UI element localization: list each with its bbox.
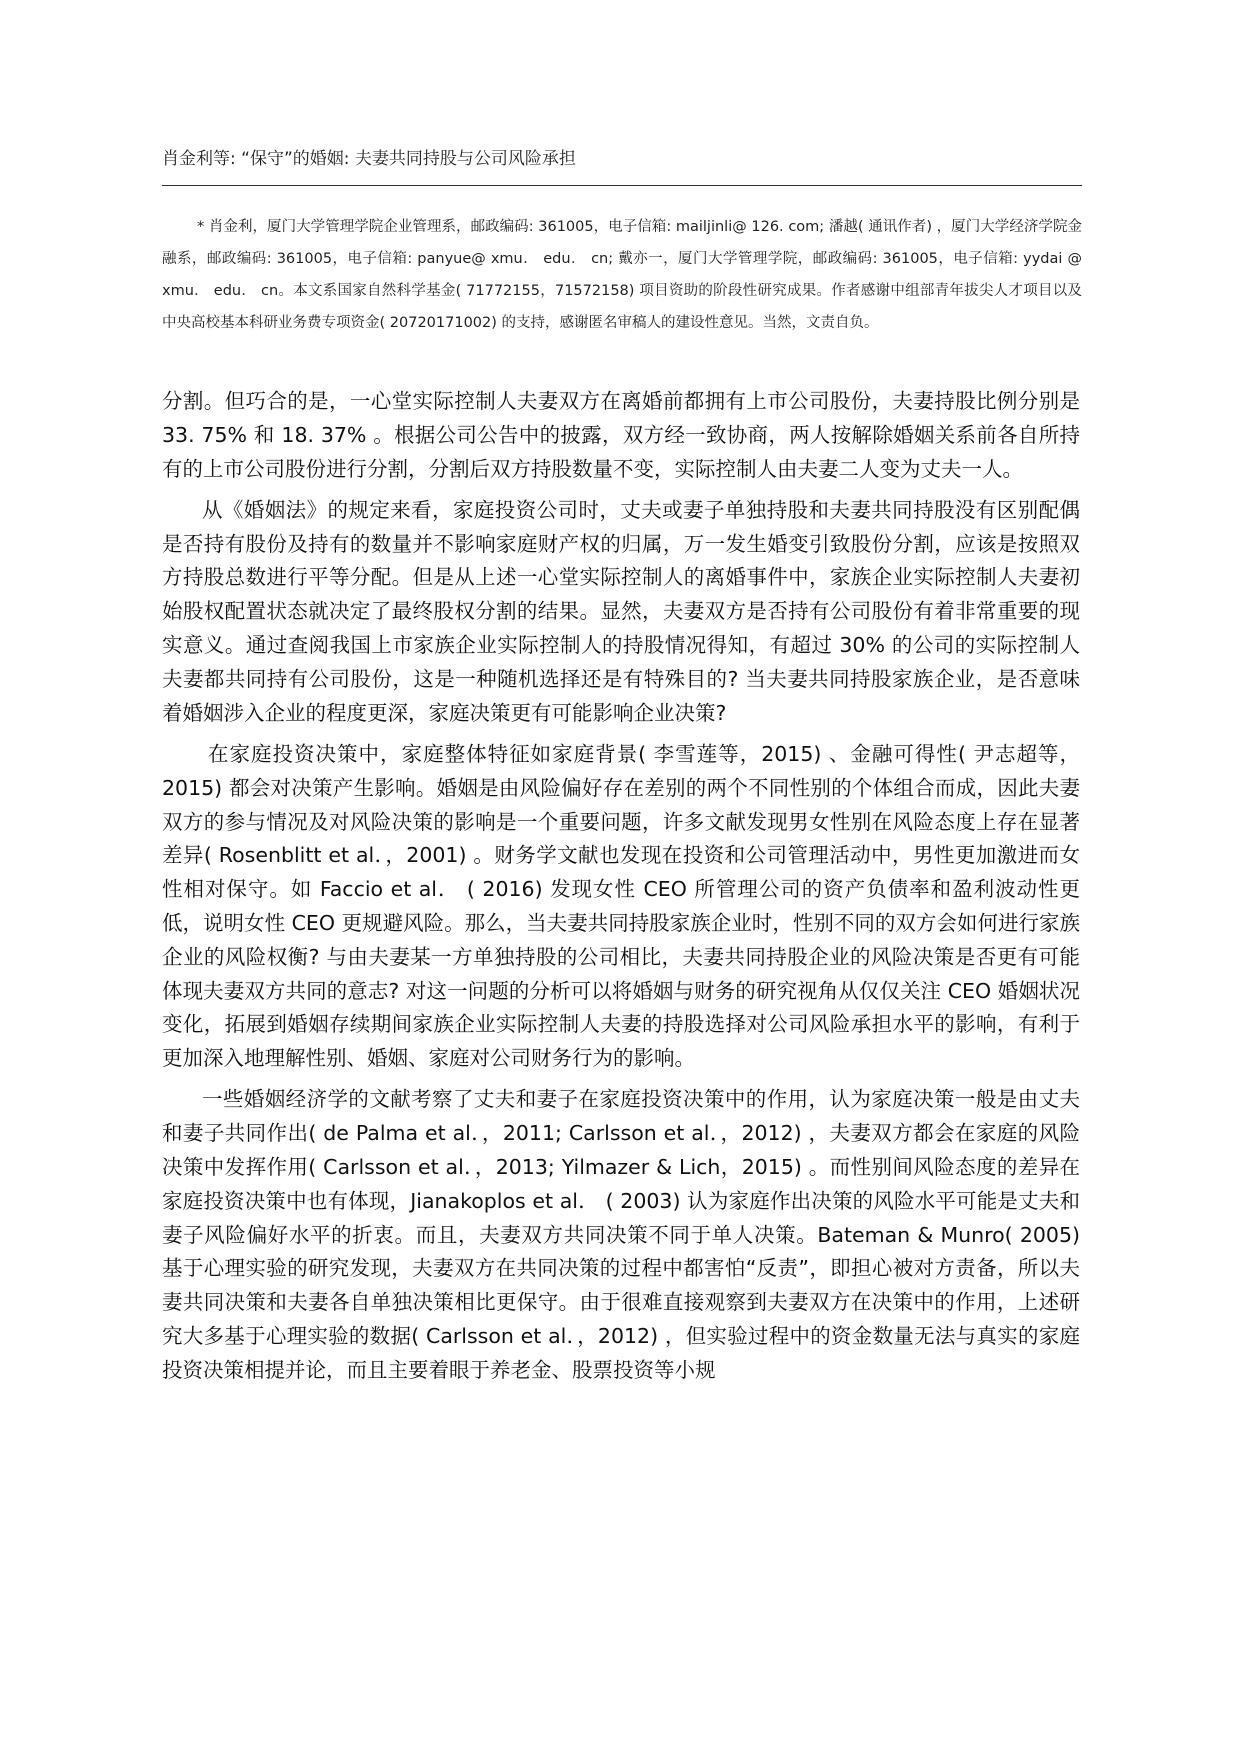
header-rule xyxy=(162,185,1082,186)
paragraph-1: 分割。但巧合的是，一心堂实际控制人夫妻双方在离婚前都拥有上市公司股份，夫妻持股比例分别是 33. 75% 和 18. 37% 。根据公司公告中的披露，双方经一致协商，两人按解除婚姻关系前各自所持有的上市公司股份进行分割，分割后双方持股数量不变，实际控制人由夫妻二人变为丈夫一人。 xyxy=(162,389,1080,481)
running-header: 肖金利等: “保守”的婚姻: 夫妻共同持股与公司风险承担 xyxy=(162,149,576,169)
paragraph-3: 在家庭投资决策中，家庭整体特征如家庭背景( 李雪莲等，2015) 、金融可得性( 尹志超等，2015) 都会对决策产生影响。婚姻是由风险偏好存在差别的两个不同性别的个体组合而成，因此夫妻双方的参与情况及对风险决策的影响是一个重要问题，许多文献发现男女性别在风险态度上存在显著差异( Rosenblitt et al．，2001) 。财务学文献也发现在投资和公司管理活动中，男性更加激进而女性相对保守。如 Faccio et al． ( 2016) 发现女性 CEO 所管理公司的资产负债率和盈利波动性更低，说明女性 CEO 更规避风险。那么，当夫妻共同持股家族企业时，性别不同的双方会如何进行家族企业的风险权衡? 与由夫妻某一方单独持股的公司相比，夫妻共同持股企业的风险决策是否更有可能体现夫妻双方共同的意志? 对这一问题的分析可以将婚姻与财务的研究视角从仅仅关注 CEO 婚姻状况变化，拓展到婚姻存续期间家族企业实际控制人夫妻的持股选择对公司风险承担水平的影响，有利于更加深入地理解性别、婚姻、家庭对公司财务行为的影响。 xyxy=(162,741,1080,1071)
author-footnote: * 肖金利，厦门大学管理学院企业管理系，邮政编码: 361005，电子信箱: mailjinli@ 126. com; 潘越( 通讯作者) ，厦门大学经济学院金融系，邮政编码: 361005，电子信箱: panyue@ xmu． edu． cn; 戴亦一，厦门大学管理学院，邮政编码: 361005，电子信箱: yydai @ xmu． edu． cn。本文系国家自然科学基金( 71772155，71572158) 项目资助的阶段性研究成果。作者感谢中组部青年拔尖人才项目以及中央高校基本科研业务费专项资金( 20720171002) 的支持，感谢匿名审稿人的建设性意见。当然，文责自负。 xyxy=(162,219,1082,331)
paragraph-2: 从《婚姻法》的规定来看，家庭投资公司时，丈夫或妻子单独持股和夫妻共同持股没有区别配偶是否持有股份及持有的数量并不影响家庭财产权的归属，万一发生婚变引致股份分割，应该是按照双方持股总数进行平等分配。但是从上述一心堂实际控制人的离婚事件中，家族企业实际控制人夫妻初始股权配置状态就决定了最终股权分割的结果。显然，夫妻双方是否持有公司股份有着非常重要的现实意义。通过查阅我国上市家族企业实际控制人的持股情况得知，有超过 30% 的公司的实际控制人夫妻都共同持有公司股份，这是一种随机选择还是有特殊目的? 当夫妻共同持股家族企业，是否意味着婚姻涉入企业的程度更深，家庭决策更有可能影响企业决策? xyxy=(162,497,1080,725)
paragraph-4: 一些婚姻经济学的文献考察了丈夫和妻子在家庭投资决策中的作用，认为家庭决策一般是由丈夫和妻子共同作出( de Palma et al．，2011; Carlsson et al．，2012) ，夫妻双方都会在家庭的风险决策中发挥作用( Carlsson et al．，2013; Yilmazer & Lich，2015) 。而性别间风险态度的差异在家庭投资决策中也有体现，Jianakoplos et al． ( 2003) 认为家庭作出决策的风险水平可能是丈夫和妻子风险偏好水平的折衷。而且，夫妻双方共同决策不同于单人决策。Bateman & Munro( 2005) 基于心理实验的研究发现，夫妻双方在共同决策的过程中都害怕“反责”，即担心被对方责备，所以夫妻共同决策和夫妻各自单独决策相比更保守。由于很难直接观察到夫妻双方在决策中的作用，上述研究大多基于心理实验的数据( Carlsson et al．，2012) ，但实验过程中的资金数量无法与真实的家庭投资决策相提并论，而且主要着眼于养老金、股票投资等小规 xyxy=(162,1087,1080,1382)
body-text xyxy=(162,385,1080,1395)
